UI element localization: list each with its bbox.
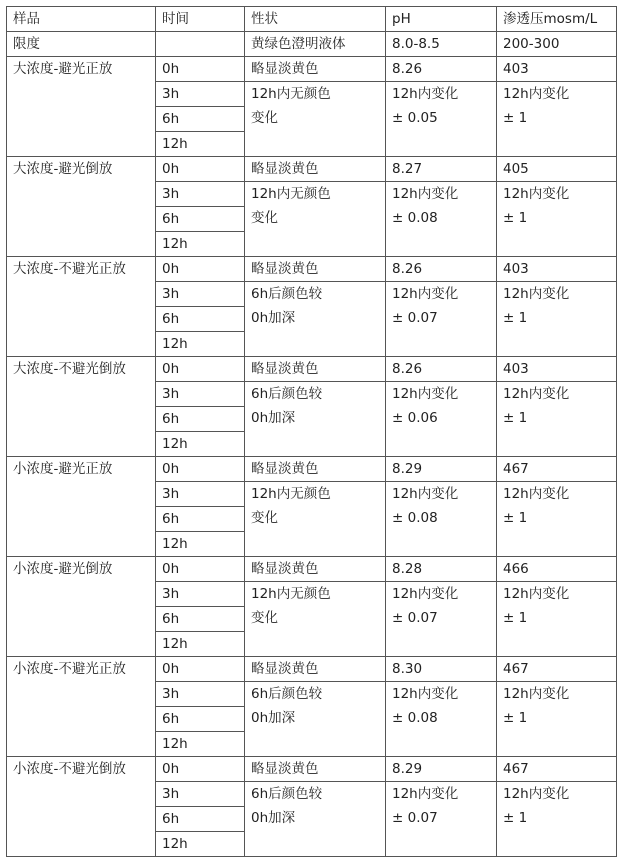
ph-change: [386, 282, 497, 357]
ph-change-line: 12h内变化: [392, 386, 459, 402]
ph-initial: 8.26: [386, 257, 497, 282]
time-cell: 12h: [156, 732, 245, 757]
time-cell: 0h: [156, 657, 245, 682]
appearance-initial: 略显淡黄色: [245, 457, 386, 482]
appearance-change: [245, 282, 386, 357]
appearance-change-line: 变化: [251, 110, 278, 126]
appearance-change: [245, 682, 386, 757]
ph-change-line: ± 0.08: [392, 510, 438, 526]
appearance-change-line: 6h后颜色较: [251, 286, 323, 302]
appearance-change-line: 0h加深: [251, 310, 296, 326]
sample-name: 小浓度-不避光正放: [7, 657, 156, 757]
header-osmolality: 渗透压mosm/L: [497, 7, 617, 32]
ph-initial: 8.30: [386, 657, 497, 682]
osmolality-change-line: ± 1: [503, 610, 528, 626]
sample-name: 小浓度-避光正放: [7, 457, 156, 557]
osmolality-initial: 467: [497, 757, 617, 782]
ph-change: [386, 182, 497, 257]
ph-change-line: 12h内变化: [392, 286, 459, 302]
ph-change-line: 12h内变化: [392, 86, 459, 102]
time-cell: 0h: [156, 157, 245, 182]
osmolality-change: [497, 382, 617, 457]
time-cell: 3h: [156, 382, 245, 407]
time-cell: 12h: [156, 232, 245, 257]
osmolality-initial: 403: [497, 57, 617, 82]
osmolality-initial: 405: [497, 157, 617, 182]
limit-osmolality: 200-300: [497, 32, 617, 57]
osmolality-change: [497, 582, 617, 657]
stability-table: [6, 6, 617, 857]
osmolality-change: [497, 782, 617, 857]
osmolality-change: [497, 482, 617, 557]
time-cell: 6h: [156, 107, 245, 132]
table-row: [7, 457, 617, 482]
osmolality-initial: 467: [497, 457, 617, 482]
time-cell: 0h: [156, 357, 245, 382]
ph-change: [386, 382, 497, 457]
sample-name: 大浓度-不避光倒放: [7, 357, 156, 457]
ph-change-line: 12h内变化: [392, 686, 459, 702]
osmolality-change-line: 12h内变化: [503, 86, 570, 102]
osmolality-change-line: ± 1: [503, 110, 528, 126]
table-row: [7, 557, 617, 582]
limit-time: [156, 32, 245, 57]
time-cell: 0h: [156, 57, 245, 82]
appearance-initial: 略显淡黄色: [245, 157, 386, 182]
time-cell: 3h: [156, 182, 245, 207]
time-cell: 6h: [156, 207, 245, 232]
limit-label: 限度: [7, 32, 156, 57]
osmolality-change-line: 12h内变化: [503, 586, 570, 602]
limit-appearance: 黄绿色澄明液体: [245, 32, 386, 57]
time-cell: 6h: [156, 707, 245, 732]
osmolality-change-line: ± 1: [503, 510, 528, 526]
time-cell: 6h: [156, 807, 245, 832]
time-cell: 0h: [156, 257, 245, 282]
limit-ph: 8.0-8.5: [386, 32, 497, 57]
ph-change-line: 12h内变化: [392, 486, 459, 502]
ph-change: [386, 782, 497, 857]
table-row: [7, 657, 617, 682]
appearance-change-line: 12h内无颜色: [251, 86, 331, 102]
appearance-change-line: 6h后颜色较: [251, 786, 323, 802]
appearance-change: [245, 382, 386, 457]
appearance-change: [245, 182, 386, 257]
ph-change-line: 12h内变化: [392, 786, 459, 802]
ph-initial: 8.28: [386, 557, 497, 582]
appearance-change: [245, 82, 386, 157]
appearance-change-line: 12h内无颜色: [251, 486, 331, 502]
ph-change-line: ± 0.07: [392, 310, 438, 326]
table-row: [7, 157, 617, 182]
time-cell: 12h: [156, 632, 245, 657]
header-sample: 样品: [7, 7, 156, 32]
osmolality-initial: 466: [497, 557, 617, 582]
appearance-change-line: 变化: [251, 510, 278, 526]
ph-change: [386, 682, 497, 757]
ph-change: [386, 482, 497, 557]
limit-row: [7, 32, 617, 57]
table-row: [7, 757, 617, 782]
ph-change: [386, 82, 497, 157]
appearance-change-line: 0h加深: [251, 810, 296, 826]
ph-change-line: ± 0.07: [392, 610, 438, 626]
appearance-change: [245, 482, 386, 557]
appearance-initial: 略显淡黄色: [245, 557, 386, 582]
osmolality-initial: 403: [497, 357, 617, 382]
time-cell: 12h: [156, 332, 245, 357]
ph-change-line: 12h内变化: [392, 586, 459, 602]
osmolality-change-line: ± 1: [503, 710, 528, 726]
appearance-change-line: 6h后颜色较: [251, 386, 323, 402]
osmolality-change-line: 12h内变化: [503, 786, 570, 802]
osmolality-change: [497, 682, 617, 757]
time-cell: 6h: [156, 507, 245, 532]
appearance-change: [245, 582, 386, 657]
sample-name: 大浓度-避光正放: [7, 57, 156, 157]
appearance-change-line: 0h加深: [251, 710, 296, 726]
ph-change: [386, 582, 497, 657]
header-row: [7, 7, 617, 32]
osmolality-change-line: ± 1: [503, 410, 528, 426]
appearance-change-line: 6h后颜色较: [251, 686, 323, 702]
osmolality-change-line: 12h内变化: [503, 686, 570, 702]
time-cell: 0h: [156, 757, 245, 782]
time-cell: 3h: [156, 782, 245, 807]
osmolality-initial: 467: [497, 657, 617, 682]
header-time: 时间: [156, 7, 245, 32]
ph-initial: 8.27: [386, 157, 497, 182]
ph-change-line: ± 0.06: [392, 410, 438, 426]
ph-change-line: ± 0.07: [392, 810, 438, 826]
time-cell: 12h: [156, 132, 245, 157]
osmolality-change-line: 12h内变化: [503, 486, 570, 502]
appearance-initial: 略显淡黄色: [245, 57, 386, 82]
time-cell: 3h: [156, 82, 245, 107]
appearance-change-line: 12h内无颜色: [251, 186, 331, 202]
osmolality-change-line: 12h内变化: [503, 386, 570, 402]
time-cell: 6h: [156, 307, 245, 332]
appearance-change-line: 12h内无颜色: [251, 586, 331, 602]
time-cell: 0h: [156, 557, 245, 582]
ph-change-line: 12h内变化: [392, 186, 459, 202]
osmolality-change-line: ± 1: [503, 210, 528, 226]
osmolality-change-line: 12h内变化: [503, 186, 570, 202]
appearance-initial: 略显淡黄色: [245, 657, 386, 682]
osmolality-initial: 403: [497, 257, 617, 282]
osmolality-change: [497, 182, 617, 257]
ph-change-line: ± 0.08: [392, 710, 438, 726]
header-appearance: 性状: [245, 7, 386, 32]
ph-initial: 8.29: [386, 457, 497, 482]
sample-name: 小浓度-避光倒放: [7, 557, 156, 657]
ph-initial: 8.26: [386, 357, 497, 382]
time-cell: 12h: [156, 532, 245, 557]
time-cell: 3h: [156, 282, 245, 307]
appearance-initial: 略显淡黄色: [245, 257, 386, 282]
appearance-initial: 略显淡黄色: [245, 357, 386, 382]
ph-initial: 8.29: [386, 757, 497, 782]
appearance-change-line: 0h加深: [251, 410, 296, 426]
ph-change-line: ± 0.05: [392, 110, 438, 126]
time-cell: 6h: [156, 607, 245, 632]
ph-initial: 8.26: [386, 57, 497, 82]
time-cell: 3h: [156, 682, 245, 707]
osmolality-change-line: ± 1: [503, 310, 528, 326]
appearance-change: [245, 782, 386, 857]
table-row: [7, 57, 617, 82]
appearance-initial: 略显淡黄色: [245, 757, 386, 782]
time-cell: 3h: [156, 482, 245, 507]
osmolality-change: [497, 282, 617, 357]
sample-name: 小浓度-不避光倒放: [7, 757, 156, 857]
table-row: [7, 357, 617, 382]
time-cell: 0h: [156, 457, 245, 482]
header-ph: pH: [386, 7, 497, 32]
appearance-change-line: 变化: [251, 210, 278, 226]
sample-name: 大浓度-不避光正放: [7, 257, 156, 357]
time-cell: 12h: [156, 832, 245, 857]
osmolality-change-line: 12h内变化: [503, 286, 570, 302]
time-cell: 6h: [156, 407, 245, 432]
osmolality-change-line: ± 1: [503, 810, 528, 826]
time-cell: 12h: [156, 432, 245, 457]
table-row: [7, 257, 617, 282]
osmolality-change: [497, 82, 617, 157]
table-body: [7, 7, 617, 857]
sample-name: 大浓度-避光倒放: [7, 157, 156, 257]
ph-change-line: ± 0.08: [392, 210, 438, 226]
appearance-change-line: 变化: [251, 610, 278, 626]
time-cell: 3h: [156, 582, 245, 607]
